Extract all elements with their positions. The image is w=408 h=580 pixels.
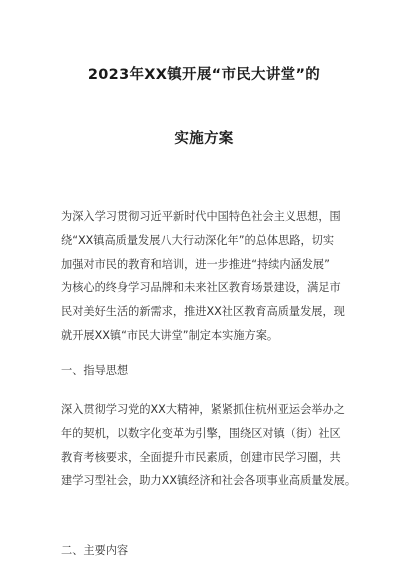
intro-line: 就开展XX镇“市民大讲堂”制定本实施方案。 bbox=[61, 328, 279, 342]
intro-line: 为深入学习贯彻习近平新时代中国特色社会主义思想，围 bbox=[61, 210, 341, 223]
document-title-line-1: 2023年XX镇开展“市民大讲堂”的 bbox=[87, 67, 321, 83]
intro-line: 加强对市民的教育和培训，进一步推进“持续内涵发展” bbox=[61, 257, 330, 271]
section1-line: 教育考核要求，全面提升市民素质，创建市民学习圈，共 bbox=[61, 450, 341, 464]
document-title-line-2: 实施方案 bbox=[174, 131, 234, 147]
section1-line: 年的契机，以数字化变革为引擎，围绕区对镇（街）社区 bbox=[61, 426, 341, 440]
section-heading-guiding-ideology: 一、指导思想 bbox=[61, 364, 129, 377]
section1-line: 建学习型社会，助力XX镇经济和社会各项事业高质量发展。 bbox=[61, 474, 357, 488]
section1-line: 深入贯彻学习党的XX大精神，紧紧抓住杭州亚运会举办之 bbox=[61, 403, 345, 416]
section-heading-main-content: 二、主要内容 bbox=[61, 544, 129, 557]
guiding-ideology-paragraph bbox=[61, 398, 357, 493]
intro-line: 民对美好生活的新需求，推进XX社区教育高质量发展，现 bbox=[61, 305, 345, 319]
intro-line: 绕“XX镇高质量发展八大行动深化年”的总体思路，切实 bbox=[61, 233, 335, 247]
intro-paragraph bbox=[61, 205, 351, 348]
intro-line: 为核心的终身学习品牌和未来社区教育场景建设，满足市 bbox=[61, 281, 341, 295]
